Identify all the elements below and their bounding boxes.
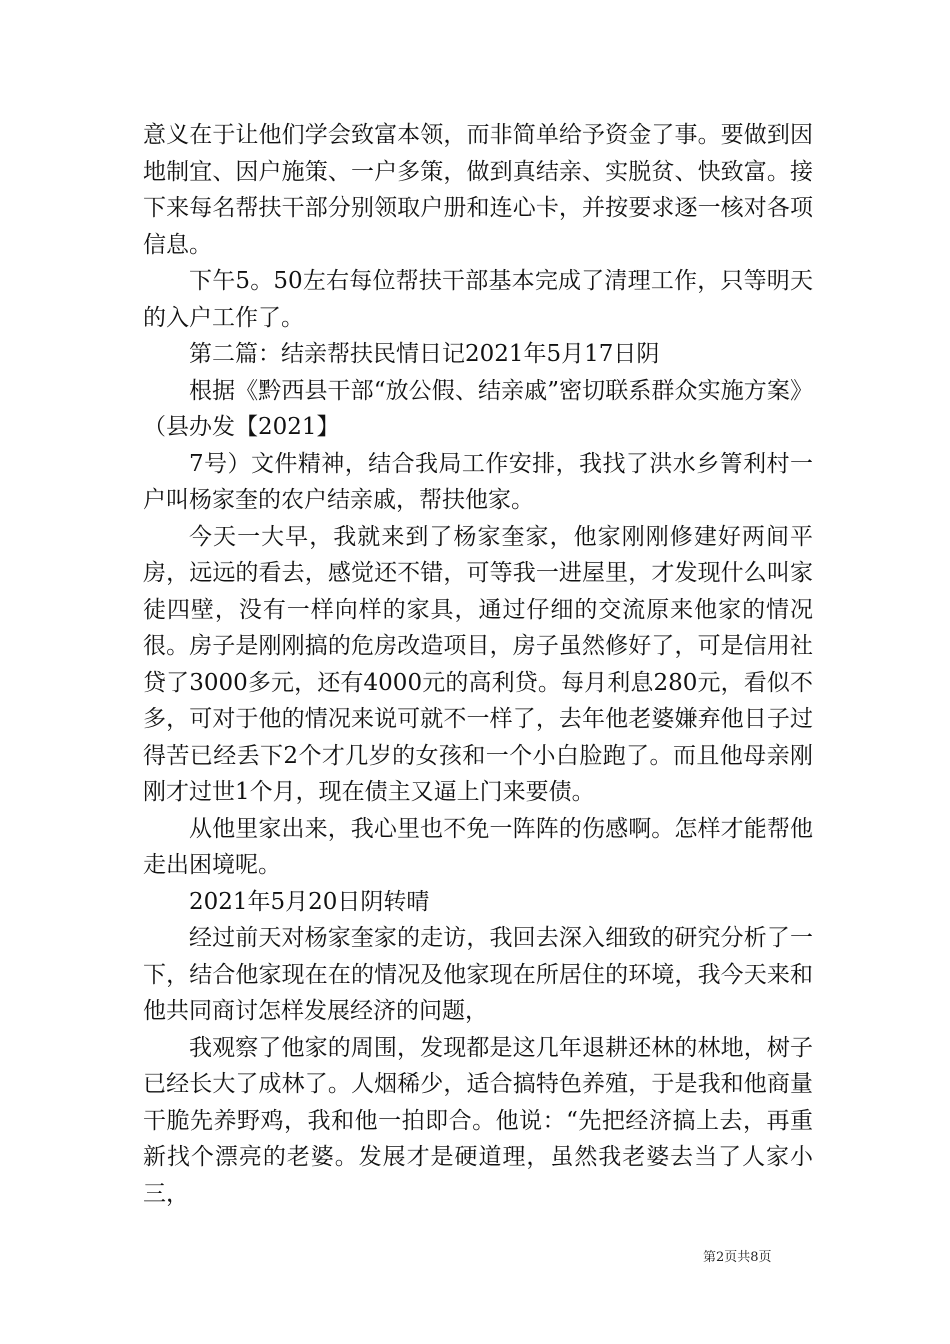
diary-date-heading: 2021年5月20日阴转晴 [189, 888, 430, 915]
paragraph-1: 意义在于让他们学会致富本领，而非简单给予资金了事。要做到因地制宜、因户施策、一户多策，做到真结亲、实脱贫、快致富。接下来每名帮扶干部分别领取户册和连心卡，并按要求逐一核对各项信息。 [143, 122, 813, 258]
paragraph-2: 下午5。50左右每位帮扶干部基本完成了清理工作，只等明天的入户工作了。 [143, 268, 813, 331]
paragraph-8: 我观察了他家的周围，发现都是这几年退耕还林的林地，树子已经长大了成林了。人烟稀少，适合搞特色养殖，于是我和他商量干脆先养野鸡，我和他一拍即合。他说：“先把经济搞上去，再重新找个漂亮的老婆。发展才是硬道理，虽然我老婆去当了人家小三， [143, 1034, 813, 1207]
paragraph-4: 7号）文件精神，结合我局工作安排，我找了洪水乡箐利村一户叫杨家奎的农户结亲戚，帮扶他家。 [143, 450, 813, 513]
paragraph-7: 经过前天对杨家奎家的走访，我回去深入细致的研究分析了一下，结合他家现在在的情况及他家现在所居住的环境，我今天来和他共同商讨怎样发展经济的问题， [143, 925, 813, 1024]
section-heading: 第二篇：结亲帮扶民情日记2021年5月17日阴 [189, 341, 660, 367]
page-number: 第2页共8页 [703, 1250, 772, 1265]
paragraph-3: 根据《黔西县干部“放公假、结亲戚”密切联系群众实施方案》（县办发【2021】 [143, 377, 813, 440]
body-text [143, 117, 813, 1212]
paragraph-5: 今天一大早，我就来到了杨家奎家，他家刚刚修建好两间平房，远远的看去，感觉还不错，可等我一进屋里，才发现什么叫家徒四壁，没有一样向样的家具，通过仔细的交流原来他家的情况很。房子是刚刚搞的危房改造项目，房子虽然修好了，可是信用社贷了3000多元，还有4000元的高利贷。每月利息280元，看似不多，可对于他的情况来说可就不一样了，去年他老婆嫌弃他日子过得苦已经丢下2个才几岁的女孩和一个小白脸跑了。而且他母亲刚刚才过世1个月，现在债主又逼上门来要债。 [143, 523, 813, 805]
paragraph-6: 从他里家出来，我心里也不免一阵阵的伤感啊。怎样才能帮他走出困境呢。 [143, 815, 813, 878]
